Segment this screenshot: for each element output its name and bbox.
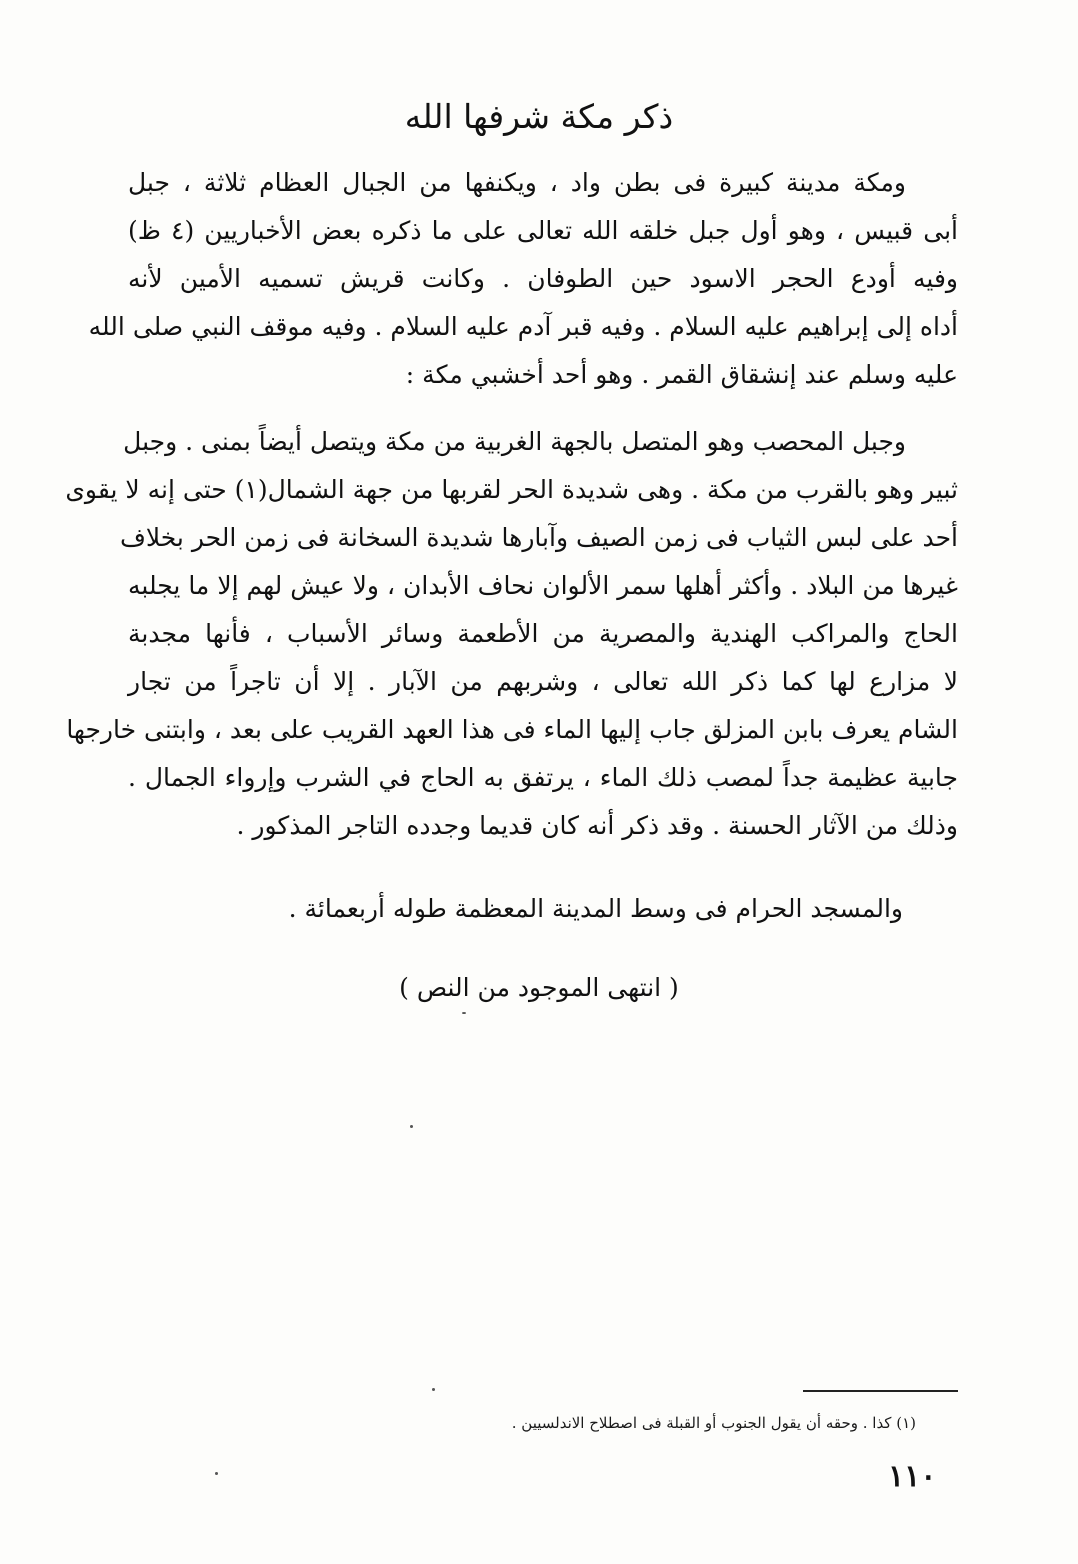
end-of-text-note: ( انتهى الموجود من النص )	[399, 973, 679, 1002]
text-line: أبى قبيس ، وهو أول جبل خلقه الله تعالى على ما ذكره بعض الأخباريين (٤ ظ)	[128, 216, 958, 245]
scan-speck	[410, 1125, 413, 1128]
paragraph-climate	[65, 418, 958, 850]
footnote: (١) كذا . وحقه أن يقول الجنوب أو القبلة فى اصطلاح الاندلسيين .	[511, 1414, 916, 1432]
text-line: أداه إلى إبراهيم عليه السلام . وفيه قبر آدم عليه السلام . وفيه موقف النبي صلى الله	[88, 312, 958, 341]
text-line: ثبير وهو بالقرب من مكة . وهى شديدة الحر لقربها من جهة الشمال(١) حتى إنه لا يقوى	[65, 475, 958, 504]
scan-speck	[462, 1012, 466, 1014]
scan-speck	[432, 1388, 435, 1391]
text-line: الحاج والمراكب الهندية والمصرية من الأطعمة وسائر الأسباب ، فأنها مجدبة	[128, 619, 958, 648]
text-line: وجبل المحصب وهو المتصل بالجهة الغربية من مكة ويتصل أيضاً بمنى . وجبل	[123, 427, 906, 456]
text-line: عليه وسلم عند إنشقاق القمر . وهو أحد أخشبي مكة :	[405, 360, 958, 389]
footnote-divider	[803, 1390, 958, 1392]
page-title: ذكر مكة شرفها الله	[404, 97, 674, 136]
text-line: الشام يعرف بابن المزلق جاب إليها الماء فى هذا العهد القريب على بعد ، وابتنى خارجها	[66, 715, 958, 744]
page-number: ١١٠	[888, 1459, 937, 1494]
text-line: جابية عظيمة جداً لمصب ذلك الماء ، يرتفق به الحاج في الشرب وإرواء الجمال .	[128, 763, 958, 792]
text-line: وفيه أودع الحجر الاسود حين الطوفان . وكانت قريش تسميه الأمين لأنه	[128, 264, 958, 293]
text-line: ومكة مدينة كبيرة فى بطن واد ، ويكنفها من الجبال العظام ثلاثة ، جبل	[128, 168, 906, 197]
scan-speck	[215, 1472, 218, 1475]
text-line: أحد على لبس الثياب فى زمن الصيف وآبارها شديدة السخانة فى زمن الحر بخلاف	[119, 523, 958, 552]
text-line: وذلك من الآثار الحسنة . وقد ذكر أنه كان قديما وجدده التاجر المذكور .	[236, 811, 958, 840]
paragraph-mosque	[128, 885, 903, 933]
text-line: غيرها من البلاد . وأكثر أهلها سمر الألوان نحاف الأبدان ، ولا عيش لهم إلا ما يجلبه	[128, 571, 958, 600]
paragraph-mountains	[88, 159, 958, 399]
text-line: والمسجد الحرام فى وسط المدينة المعظمة طوله أربعمائة .	[288, 894, 903, 923]
text-line: لا مزارع لها كما ذكر الله تعالى ، وشربهم من الآبار . إلا أن تاجراً من تجار	[128, 667, 958, 696]
